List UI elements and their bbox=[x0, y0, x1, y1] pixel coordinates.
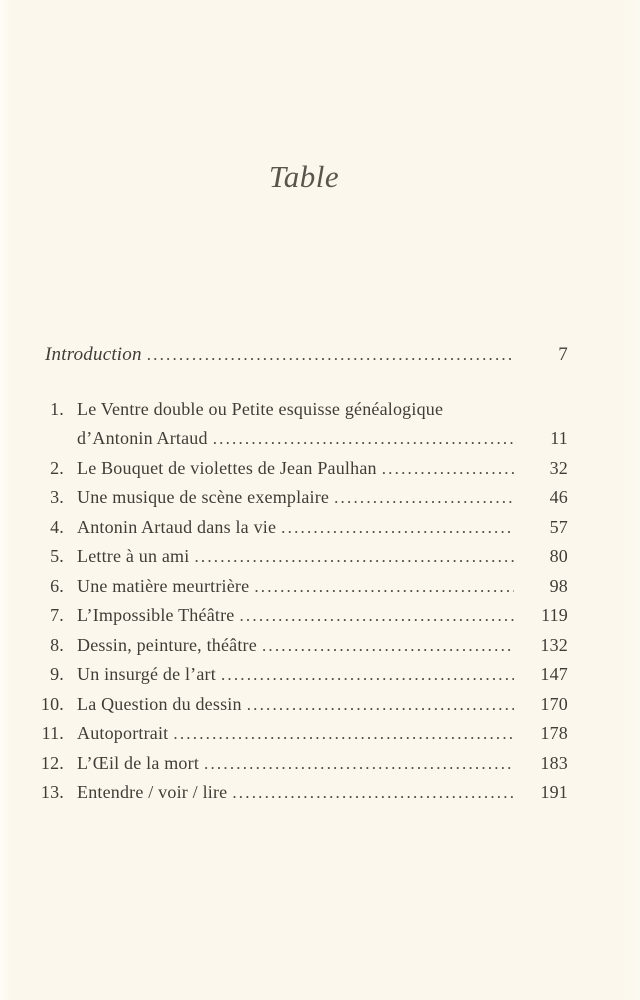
entry-number: 10. bbox=[40, 693, 64, 714]
page-number: 191 bbox=[540, 782, 568, 802]
entry-title: Une musique de scène exemplaire bbox=[77, 487, 330, 507]
entry-title: Une matière meurtrière bbox=[77, 575, 250, 596]
page-number: 178 bbox=[540, 723, 568, 743]
entry-title: L’Impossible Théâtre bbox=[77, 605, 235, 625]
entry-title: Dessin, peinture, théâtre bbox=[77, 634, 257, 655]
dot-leader bbox=[334, 483, 514, 513]
toc-row bbox=[40, 690, 568, 720]
dot-leader bbox=[382, 454, 514, 484]
dot-leader bbox=[221, 660, 514, 690]
entry-title: Un insurgé de l’art bbox=[77, 664, 216, 684]
toc-row bbox=[40, 601, 568, 631]
dot-leader bbox=[239, 601, 514, 631]
page-number: 11 bbox=[550, 428, 568, 448]
toc-row bbox=[40, 454, 568, 484]
entry-title: La Question du dessin bbox=[77, 693, 242, 714]
entry-number: 5. bbox=[50, 546, 64, 566]
entry-number: 3. bbox=[50, 487, 64, 507]
entry-number: 11. bbox=[41, 723, 64, 743]
dot-leader bbox=[147, 340, 514, 370]
toc-list bbox=[40, 340, 568, 808]
entry-title: Introduction bbox=[45, 344, 142, 365]
entry-title: Antonin Artaud dans la vie bbox=[77, 516, 277, 537]
entry-title: d’Antonin Artaud bbox=[77, 428, 208, 448]
toc-row bbox=[40, 424, 568, 454]
page-number: 32 bbox=[549, 457, 568, 478]
entry-number: 13. bbox=[40, 782, 64, 802]
dot-leader bbox=[247, 690, 514, 720]
dot-leader bbox=[204, 749, 514, 779]
page-title: Table bbox=[268, 159, 340, 194]
toc-row bbox=[40, 395, 568, 425]
entry-number: 2. bbox=[50, 457, 64, 478]
entry-number: 9. bbox=[50, 664, 64, 684]
entry-number: 8. bbox=[50, 634, 64, 655]
page-number: 7 bbox=[558, 344, 568, 365]
entry-title: Lettre à un ami bbox=[77, 546, 190, 566]
toc-row bbox=[40, 719, 568, 749]
entry-number: 7. bbox=[50, 605, 64, 625]
dot-leader bbox=[213, 424, 514, 454]
page-number: 183 bbox=[540, 752, 568, 773]
dot-leader bbox=[262, 631, 514, 661]
page-number: 132 bbox=[540, 634, 568, 655]
entry-number: 4. bbox=[50, 516, 64, 537]
toc-row bbox=[40, 542, 568, 572]
page-number: 57 bbox=[549, 516, 568, 537]
entry-number: 6. bbox=[50, 575, 64, 596]
entry-number: 1. bbox=[50, 398, 64, 419]
entry-title: Autoportrait bbox=[77, 723, 169, 743]
dot-leader bbox=[232, 778, 514, 808]
dot-leader bbox=[281, 513, 514, 543]
toc-row bbox=[40, 631, 568, 661]
page-number: 147 bbox=[540, 664, 568, 684]
toc-row bbox=[40, 660, 568, 690]
toc-row bbox=[40, 749, 568, 779]
entry-title: Le Bouquet de violettes de Jean Paulhan bbox=[77, 457, 377, 478]
dot-leader bbox=[173, 719, 514, 749]
toc-row bbox=[40, 340, 568, 370]
page-number: 46 bbox=[549, 487, 568, 507]
toc-row bbox=[40, 513, 568, 543]
entry-title: Entendre / voir / lire bbox=[77, 782, 228, 802]
entry-number: 12. bbox=[40, 752, 64, 773]
dot-leader bbox=[194, 542, 514, 572]
toc-row bbox=[40, 778, 568, 808]
dot-leader bbox=[254, 572, 514, 602]
page-number: 80 bbox=[549, 546, 568, 566]
page-number: 98 bbox=[549, 575, 568, 596]
toc-row bbox=[40, 572, 568, 602]
entry-title: L’Œil de la mort bbox=[77, 752, 200, 773]
entry-title: Le Ventre double ou Petite esquisse généalogique bbox=[77, 398, 444, 419]
page-number: 119 bbox=[541, 605, 568, 625]
toc-row bbox=[40, 483, 568, 513]
page-number: 170 bbox=[540, 693, 568, 714]
